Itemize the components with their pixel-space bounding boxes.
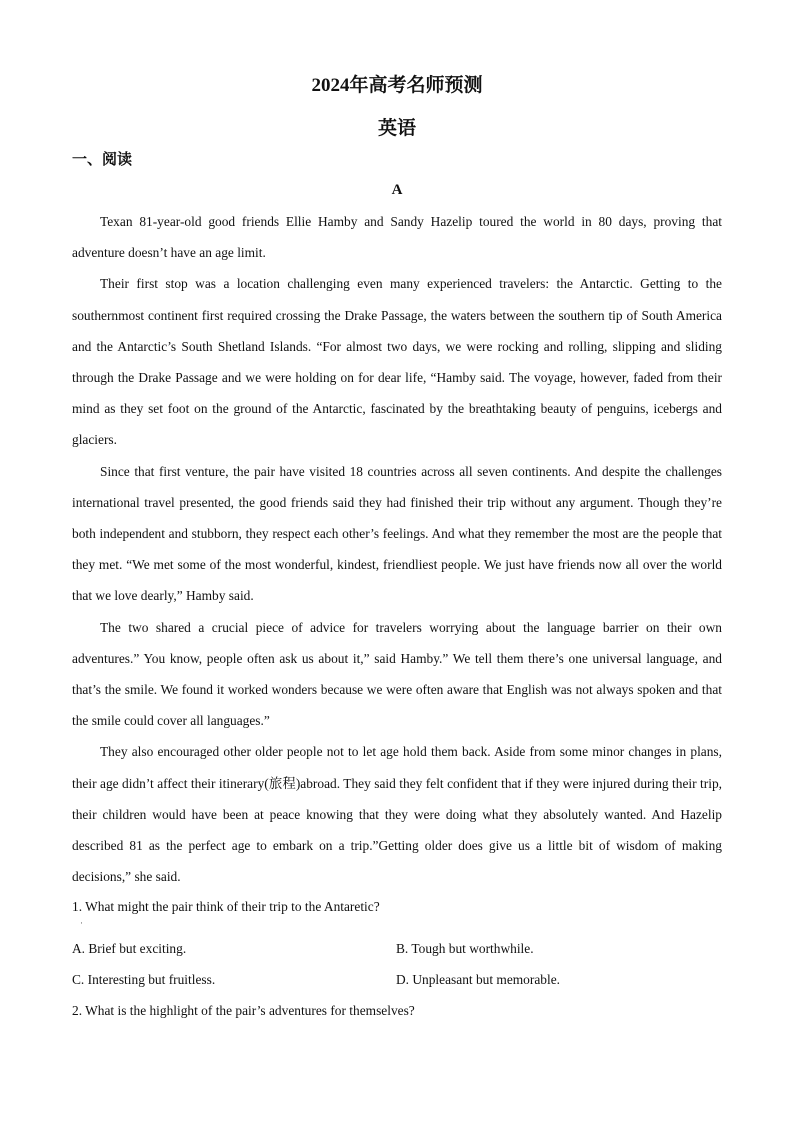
passage-paragraph: Texan 81-year-old good friends Ellie Hamby and Sandy Hazelip toured the world in 80 days, proving that adventure doesn’t have an age limit. [72,214,722,261]
question-1-option-b: B. Tough but worthwhile. [396,941,534,956]
passage-label: A [391,182,403,198]
stray-mark: · [80,918,83,928]
question-1-option-a: A. Brief but exciting. [72,941,187,956]
question-1-option-d: D. Unpleasant but memorable. [396,972,560,987]
question-2-stem: 2. What is the highlight of the pair’s adventures for themselves? [72,1003,415,1018]
passage-paragraph: The two shared a crucial piece of advice for travelers worrying about the language barrier on their own adventures.” You know, people often ask us about it,” said Hamby.” We tell them there’s one universal language, and that’s the smile. We found it worked wonders because we were often aware that English was not always spoken and that the smile could cover all languages.” [72,619,722,729]
exam-title: 2024年高考名师预测 [311,75,483,96]
passage-paragraph: Their first stop was a location challenging even many experienced travelers: the Antarctic. Getting to the southernmost continent first required crossing the Drake Passage, the waters between the southern tip of South America and the Antarctic’s South Shetland Islands. “For almost two days, we were rocking and rolling, slipping and sliding through the Drake Passage and we were holding on for dear life, “Hamby said. The voyage, however, faded from their mind as they set foot on the ground of the Antarctic, fascinated by the breathtaking beauty of penguins, icebergs and glaciers. [72,276,722,448]
passage-paragraph: Since that first venture, the pair have visited 18 countries across all seven continents. And despite the challenges international travel presented, the good friends said they had finished their trip without any argument. Though they’re both independent and stubborn, they respect each other’s feelings. And what they remember the most are the people that they met. “We met some of the most wonderful, kindest, friendliest people. We just have friends now all over the world that we love dearly,” Hamby said. [72,463,722,604]
question-1-option-c: C. Interesting but fruitless. [72,972,216,987]
passage-body [72,206,722,892]
section-heading: 一、阅读 [72,152,133,168]
question-1-stem: 1. What might the pair think of their trip to the Antaretic? [72,899,380,914]
passage-paragraph: They also encouraged other older people not to let age hold them back. Aside from some minor changes in plans, their age didn’t affect their itinerary(旅程)abroad. They said they felt confident that if they were injured during their trip, their children would have been at peace knowing that they were doing what they absolutely wanted. And Hazelip described 81 as the perfect age to embark on a trip.”Getting older does give us a little bit of wisdom of making decisions,” she said. [72,744,722,885]
exam-subject: 英语 [377,118,416,139]
